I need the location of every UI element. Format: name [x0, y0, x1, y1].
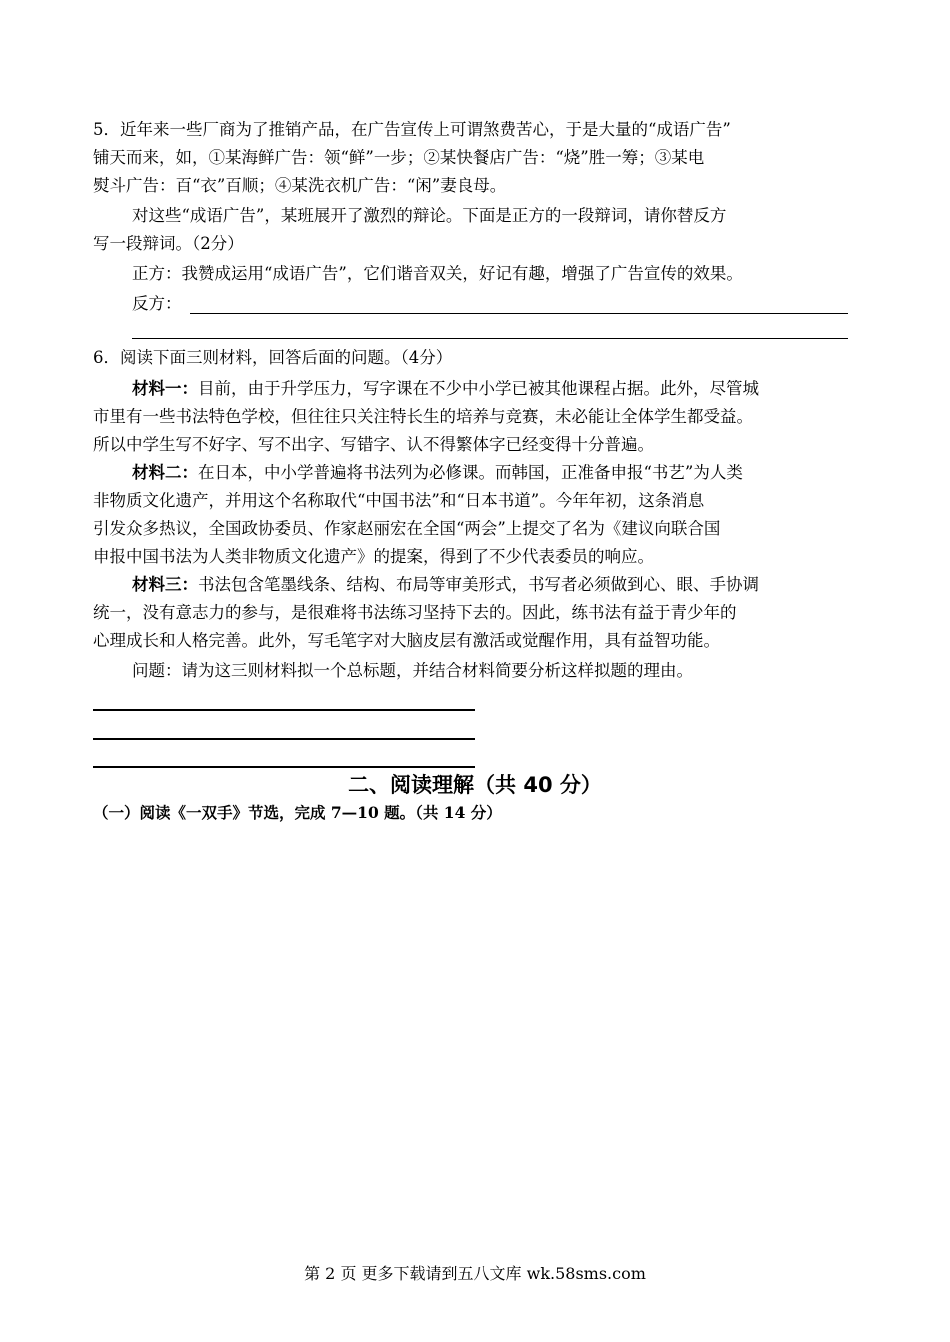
section-2-subtitle: （一）阅读《一双手》节选，完成 7—10 题。（共 14 分） [93, 803, 502, 822]
q5-line-3: 熨斗广告：百“衣”百顺；④某洗衣机广告：“闲”妻良母。 [93, 176, 507, 195]
q6-answer-line-1[interactable] [93, 709, 475, 711]
q5-pro-argument: 正方：我赞成运用“成语广告”，它们谐音双关，好记有趣，增强了广告宣传的效果。 [132, 264, 743, 283]
section-2-title: 二、阅读理解（共 40 分） [348, 773, 602, 797]
material-3-text: 书法包含笔墨线条、结构、布局等审美形式，书写者必须做到心、眼、手协调 [198, 575, 759, 594]
q5-con-label: 反方： [132, 294, 182, 313]
material-1-label: 材料一： [132, 379, 198, 398]
q6-material-3-line-1 [132, 571, 759, 599]
material-1-text: 目前，由于升学压力，写字课在不少中小学已被其他课程占据。此外，尽管城 [198, 379, 759, 398]
q6-answer-line-2[interactable] [93, 738, 475, 740]
q5-line-1: 5．近年来一些厂商为了推销产品，在广告宣传上可谓煞费苦心，于是大量的“成语广告” [93, 120, 731, 139]
q6-material-1-line-3: 所以中学生写不好字、写不出字、写错字、认不得繁体字已经变得十分普遍。 [93, 435, 654, 454]
q6-answer-line-3[interactable] [93, 766, 475, 768]
page-footer: 第 2 页 更多下载请到五八文库 wk.58sms.com [304, 1264, 646, 1283]
q6-material-2-line-2: 非物质文化遗产，并用这个名称取代“中国书法”和“日本书道”。今年年初，这条消息 [93, 491, 705, 510]
q6-material-2-line-3: 引发众多热议，全国政协委员、作家赵丽宏在全国“两会”上提交了名为《建议向联合国 [93, 519, 721, 538]
q6-material-2-line-1 [132, 459, 743, 487]
q5-answer-line-2[interactable] [132, 338, 848, 339]
q6-material-3-line-3: 心理成长和人格完善。此外，写毛笔字对大脑皮层有激活或觉醒作用，具有益智功能。 [93, 631, 720, 650]
q6-material-2-line-4: 申报中国书法为人类非物质文化遗产》的提案，得到了不少代表委员的响应。 [93, 547, 654, 566]
q6-material-1-line-1 [132, 375, 759, 403]
q5-line-5: 写一段辩词。（2分） [93, 234, 244, 253]
q5-line-2: 铺天而来，如，①某海鲜广告：领“鲜”一步；②某快餐店广告：“烧”胜一筹；③某电 [93, 148, 705, 167]
q6-material-1-line-2: 市里有一些书法特色学校，但往往只关注特长生的培养与竞赛，未必能让全体学生都受益。 [93, 407, 753, 426]
material-3-label: 材料三： [132, 575, 198, 594]
material-2-label: 材料二： [132, 463, 198, 482]
q6-question: 问题：请为这三则材料拟一个总标题，并结合材料简要分析这样拟题的理由。 [132, 661, 693, 680]
q6-intro: 6．阅读下面三则材料，回答后面的问题。（4分） [93, 348, 453, 367]
q5-answer-line-1[interactable] [190, 313, 848, 314]
q5-line-4: 对这些“成语广告”，某班展开了激烈的辩论。下面是正方的一段辩词，请你替反方 [132, 206, 727, 225]
material-2-text: 在日本，中小学普遍将书法列为必修课。而韩国，正准备申报“书艺”为人类 [198, 463, 743, 482]
q6-material-3-line-2: 统一，没有意志力的参与，是很难将书法练习坚持下去的。因此，练书法有益于青少年的 [93, 603, 737, 622]
